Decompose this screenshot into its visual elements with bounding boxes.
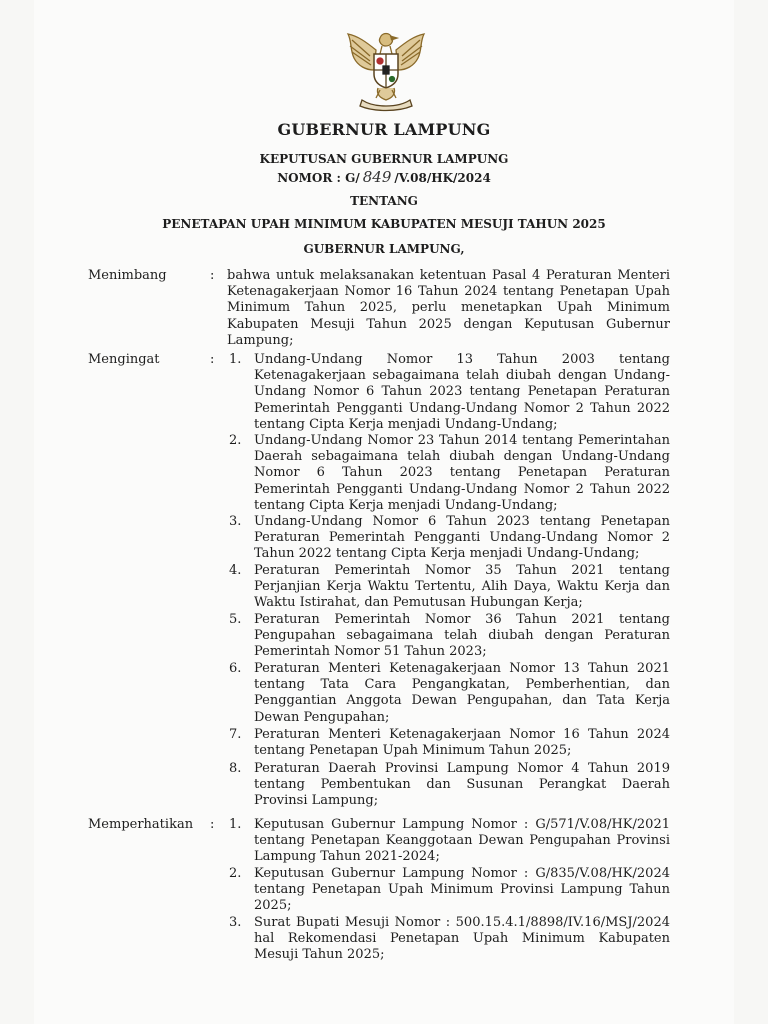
mengingat-num: 2. <box>229 433 242 448</box>
memperhatikan-num: 3. <box>229 915 242 930</box>
mengingat-label: Mengingat <box>88 352 160 367</box>
about-heading: TENTANG <box>350 194 418 208</box>
menimbang-label: Menimbang <box>88 268 167 283</box>
mengingat-num: 4. <box>229 563 242 578</box>
mengingat-item: Peraturan Pemerintah Nomor 36 Tahun 2021 tentang Pengupahan sebagaimana telah diubah dengan Peraturan Pemerintah Nomor 51 Tahun 2023; <box>254 612 670 660</box>
menimbang-colon: : <box>210 268 215 283</box>
number-suffix: /V.08/HK/2024 <box>394 171 491 185</box>
memperhatikan-label: Memperhatikan <box>88 817 194 832</box>
mengingat-num: 5. <box>229 612 242 627</box>
issuer-signatory: GUBERNUR LAMPUNG, <box>303 242 465 256</box>
decree-title: KEPUTUSAN GUBERNUR LAMPUNG <box>259 152 509 166</box>
memperhatikan-num: 1. <box>229 817 242 832</box>
number-prefix: NOMOR : G/ <box>277 171 360 185</box>
mengingat-num: 7. <box>229 727 242 742</box>
decree-number <box>0 168 768 186</box>
mengingat-item: Undang-Undang Nomor 23 Tahun 2014 tentang Pemerintahan Daerah sebagaimana telah diubah dengan Undang-Undang Nomor 6 Tahun 2023 tentang Penetapan Peraturan Pemerintah Pengganti Undang-Undang Nomor 2 Tahun 2022 tentang Cipta Kerja menjadi Undang-Undang; <box>254 433 670 513</box>
memperhatikan-item: Surat Bupati Mesuji Nomor : 500.15.4.1/8898/IV.16/MSJ/2024 hal Rekomendasi Penetapan Upah Minimum Kabupaten Mesuji Tahun 2025; <box>254 915 670 963</box>
mengingat-num: 6. <box>229 661 242 676</box>
menimbang-text: bahwa untuk melaksanakan ketentuan Pasal 4 Peraturan Menteri Ketenagakerjaan Nomor 16 Tahun 2024 tentang Penetapan Upah Minimum Tahun 2025, perlu menetapkan Upah Minimum Kabupaten Mesuji Tahun 2025 dengan Keputusan Gubernur Lampung; <box>227 268 670 348</box>
memperhatikan-item: Keputusan Gubernur Lampung Nomor : G/571/V.08/HK/2021 tentang Penetapan Keanggotaan Dewan Pengupahan Provinsi Lampung Tahun 2021-2024; <box>254 817 670 865</box>
memperhatikan-item: Keputusan Gubernur Lampung Nomor : G/835/V.08/HK/2024 tentang Penetapan Upah Minimum Provinsi Lampung Tahun 2025; <box>254 866 670 914</box>
mengingat-colon: : <box>210 352 215 367</box>
mengingat-num: 3. <box>229 514 242 529</box>
memperhatikan-num: 2. <box>229 866 242 881</box>
issuer-title: GUBERNUR LAMPUNG <box>277 120 491 139</box>
mengingat-item: Peraturan Menteri Ketenagakerjaan Nomor 16 Tahun 2024 tentang Penetapan Upah Minimum Tahun 2025; <box>254 727 670 759</box>
mengingat-item: Peraturan Menteri Ketenagakerjaan Nomor 13 Tahun 2021 tentang Tata Cara Pengangkatan, Pemberhentian, dan Penggantian Anggota Dewan Pengupahan, dan Tata Kerja Dewan Pengupahan; <box>254 661 670 725</box>
mengingat-num: 1. <box>229 352 242 367</box>
decree-subject: PENETAPAN UPAH MINIMUM KABUPATEN MESUJI TAHUN 2025 <box>162 217 606 231</box>
mengingat-item: Peraturan Daerah Provinsi Lampung Nomor 4 Tahun 2019 tentang Pembentukan dan Susunan Perangkat Daerah Provinsi Lampung; <box>254 761 670 809</box>
mengingat-item: Undang-Undang Nomor 13 Tahun 2003 tentang Ketenagakerjaan sebagaimana telah diubah dengan Undang-Undang Nomor 6 Tahun 2023 tentang Penetapan Peraturan Pemerintah Pengganti Undang-Undang Nomor 2 Tahun 2022 tentang Cipta Kerja menjadi Undang-Undang; <box>254 352 670 432</box>
memperhatikan-colon: : <box>210 817 215 832</box>
mengingat-num: 8. <box>229 761 242 776</box>
garuda-emblem-icon <box>340 28 432 112</box>
number-handwritten: 849 <box>362 168 392 186</box>
mengingat-item: Peraturan Pemerintah Nomor 35 Tahun 2021 tentang Perjanjian Kerja Waktu Tertentu, Alih Daya, Waktu Kerja dan Waktu Istirahat, dan Pemutusan Hubungan Kerja; <box>254 563 670 611</box>
mengingat-item: Undang-Undang Nomor 6 Tahun 2023 tentang Penetapan Peraturan Pemerintah Pengganti Undang-Undang Nomor 2 Tahun 2022 tentang Cipta Kerja menjadi Undang-Undang; <box>254 514 670 562</box>
